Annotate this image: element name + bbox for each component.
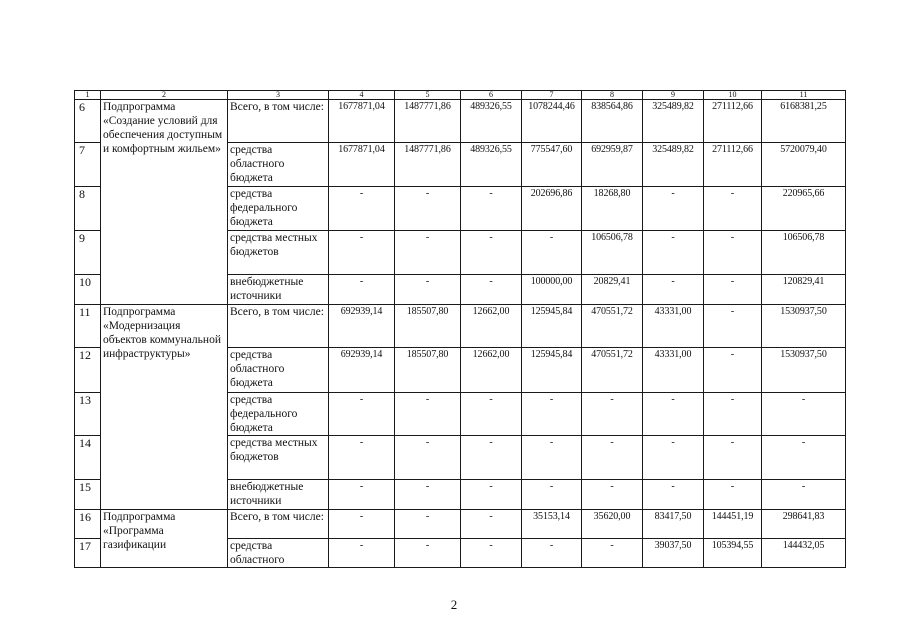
funding-source-cell: средства местных бюджетов [228, 436, 329, 480]
subprogram-name-cell: Подпрограмма «Программа газификации [101, 510, 228, 568]
funding-source-cell: Всего, в том числе: [228, 100, 329, 143]
value-cell: - [461, 275, 522, 305]
value-cell: - [395, 231, 461, 275]
row-number-cell: 16 [75, 510, 101, 539]
value-cell: 325489,82 [643, 143, 704, 187]
value-cell: - [461, 539, 522, 568]
value-cell: 125945,84 [522, 348, 582, 393]
value-cell: 220965,66 [762, 187, 846, 231]
value-cell: 470551,72 [582, 348, 643, 393]
value-cell: - [582, 539, 643, 568]
value-cell: 838564,86 [582, 100, 643, 143]
value-cell: - [704, 187, 762, 231]
value-cell: 298641,83 [762, 510, 846, 539]
value-cell: 185507,80 [395, 348, 461, 393]
row-number-cell: 13 [75, 393, 101, 436]
row-number-cell: 14 [75, 436, 101, 480]
value-cell: 6168381,25 [762, 100, 846, 143]
value-cell: - [643, 436, 704, 480]
budget-table [74, 90, 846, 568]
row-number-cell: 8 [75, 187, 101, 231]
value-cell: - [395, 510, 461, 539]
funding-source-cell: средства областного бюджета [228, 348, 329, 393]
value-cell: - [582, 436, 643, 480]
value-cell: - [522, 231, 582, 275]
value-cell: 120829,41 [762, 275, 846, 305]
value-cell: - [762, 480, 846, 510]
column-number-cell: 6 [461, 91, 522, 100]
value-cell: - [522, 436, 582, 480]
value-cell: 325489,82 [643, 100, 704, 143]
value-cell: 185507,80 [395, 305, 461, 348]
value-cell: - [704, 305, 762, 348]
table-row [75, 305, 846, 348]
funding-source-cell: средства федерального бюджета [228, 187, 329, 231]
value-cell: - [643, 393, 704, 436]
value-cell: - [461, 231, 522, 275]
row-number-cell: 10 [75, 275, 101, 305]
value-cell: 692959,87 [582, 143, 643, 187]
value-cell: 5720079,40 [762, 143, 846, 187]
value-cell: - [329, 393, 395, 436]
value-cell: 1078244,46 [522, 100, 582, 143]
value-cell: - [461, 480, 522, 510]
value-cell: - [643, 275, 704, 305]
value-cell: - [461, 510, 522, 539]
value-cell: - [395, 187, 461, 231]
value-cell: - [461, 436, 522, 480]
value-cell: - [762, 393, 846, 436]
value-cell: 470551,72 [582, 305, 643, 348]
column-number-cell: 11 [762, 91, 846, 100]
value-cell: 1530937,50 [762, 305, 846, 348]
value-cell: - [704, 393, 762, 436]
funding-source-cell: средства федерального бюджета [228, 393, 329, 436]
value-cell: 692939,14 [329, 305, 395, 348]
subprogram-name-cell: Подпрограмма «Модернизация объектов коммунальной инфраструктуры» [101, 305, 228, 510]
column-number-cell: 5 [395, 91, 461, 100]
column-number-cell: 3 [228, 91, 329, 100]
value-cell: 83417,50 [643, 510, 704, 539]
column-number-cell: 1 [75, 91, 101, 100]
value-cell: - [395, 480, 461, 510]
funding-source-cell: внебюджетные источники [228, 275, 329, 305]
value-cell: - [582, 480, 643, 510]
value-cell: 271112,66 [704, 100, 762, 143]
value-cell: - [461, 393, 522, 436]
value-cell: 489326,55 [461, 100, 522, 143]
column-number-row [75, 91, 846, 100]
value-cell: - [762, 436, 846, 480]
value-cell: 1677871,04 [329, 100, 395, 143]
value-cell: 692939,14 [329, 348, 395, 393]
value-cell: - [395, 275, 461, 305]
page-number: 2 [450, 597, 458, 612]
value-cell: 144451,19 [704, 510, 762, 539]
table-row [75, 100, 846, 143]
funding-source-cell: средства областного [228, 539, 329, 568]
value-cell: - [461, 187, 522, 231]
value-cell: 106506,78 [582, 231, 643, 275]
value-cell: 12662,00 [461, 348, 522, 393]
subprogram-name-cell: Подпрограмма «Создание условий для обеспечения доступным и комфортным жильем» [101, 100, 228, 305]
funding-source-cell: Всего, в том числе: [228, 510, 329, 539]
funding-source-cell: внебюджетные источники [228, 480, 329, 510]
value-cell: 775547,60 [522, 143, 582, 187]
row-number-cell: 6 [75, 100, 101, 143]
value-cell: 1487771,86 [395, 100, 461, 143]
value-cell: 106506,78 [762, 231, 846, 275]
funding-source-cell: средства областного бюджета [228, 143, 329, 187]
value-cell: 202696,86 [522, 187, 582, 231]
funding-source-cell: Всего, в том числе: [228, 305, 329, 348]
value-cell: - [704, 480, 762, 510]
value-cell: 1530937,50 [762, 348, 846, 393]
value-cell: 100000,00 [522, 275, 582, 305]
value-cell: 489326,55 [461, 143, 522, 187]
value-cell: - [522, 539, 582, 568]
value-cell: - [643, 480, 704, 510]
value-cell: 43331,00 [643, 305, 704, 348]
value-cell: - [395, 436, 461, 480]
value-cell: - [329, 539, 395, 568]
value-cell: 39037,50 [643, 539, 704, 568]
value-cell: 144432,05 [762, 539, 846, 568]
value-cell: 105394,55 [704, 539, 762, 568]
value-cell: 1487771,86 [395, 143, 461, 187]
value-cell: 12662,00 [461, 305, 522, 348]
row-number-cell: 17 [75, 539, 101, 568]
column-number-cell: 7 [522, 91, 582, 100]
row-number-cell: 9 [75, 231, 101, 275]
value-cell: - [522, 393, 582, 436]
row-number-cell: 11 [75, 305, 101, 348]
value-cell: - [395, 393, 461, 436]
value-cell: - [329, 231, 395, 275]
value-cell: - [643, 231, 704, 275]
value-cell: - [704, 348, 762, 393]
value-cell: 18268,80 [582, 187, 643, 231]
column-number-cell: 9 [643, 91, 704, 100]
value-cell: 35620,00 [582, 510, 643, 539]
column-number-cell: 8 [582, 91, 643, 100]
value-cell: 43331,00 [643, 348, 704, 393]
value-cell: - [329, 275, 395, 305]
table-row [75, 510, 846, 539]
value-cell: 20829,41 [582, 275, 643, 305]
value-cell: 1677871,04 [329, 143, 395, 187]
row-number-cell: 7 [75, 143, 101, 187]
value-cell: - [704, 436, 762, 480]
value-cell: 35153,14 [522, 510, 582, 539]
value-cell: - [329, 187, 395, 231]
column-number-cell: 10 [704, 91, 762, 100]
value-cell: - [704, 275, 762, 305]
row-number-cell: 15 [75, 480, 101, 510]
value-cell: - [704, 231, 762, 275]
value-cell: - [395, 539, 461, 568]
value-cell: - [582, 393, 643, 436]
value-cell: 271112,66 [704, 143, 762, 187]
column-number-cell: 4 [329, 91, 395, 100]
value-cell: 125945,84 [522, 305, 582, 348]
row-number-cell: 12 [75, 348, 101, 393]
value-cell: - [522, 480, 582, 510]
value-cell: - [329, 480, 395, 510]
funding-source-cell: средства местных бюджетов [228, 231, 329, 275]
value-cell: - [329, 436, 395, 480]
value-cell: - [643, 187, 704, 231]
value-cell: - [329, 510, 395, 539]
column-number-cell: 2 [101, 91, 228, 100]
